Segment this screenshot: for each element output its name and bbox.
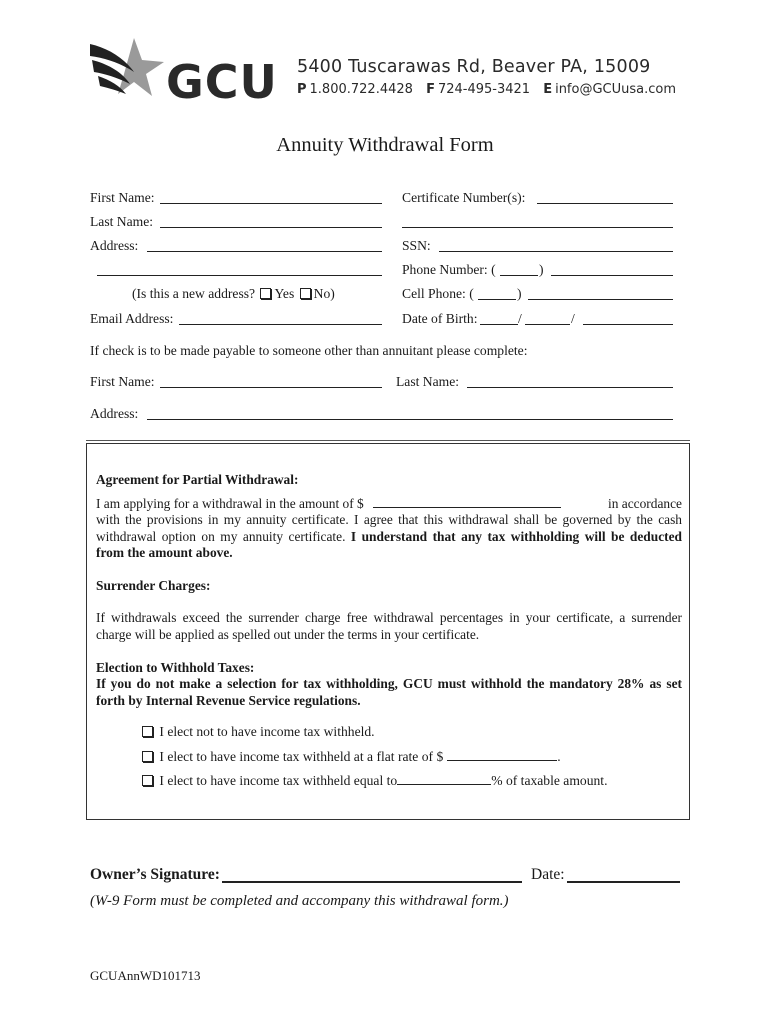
contact-line (297, 82, 676, 97)
phone-area-input[interactable] (500, 275, 538, 276)
surrender-heading: Surrender Charges: (96, 578, 211, 593)
dob-slash-1: / (518, 311, 522, 326)
address-input[interactable] (147, 251, 382, 252)
opt1-checkbox[interactable] (142, 726, 153, 737)
box-top-rule (86, 440, 690, 441)
opt3-end: % of taxable amount. (491, 773, 608, 788)
withdrawal-amount-input[interactable] (373, 497, 561, 508)
withhold-option-2 (140, 749, 561, 765)
dob-label: Date of Birth: (402, 311, 478, 326)
no-label: No) (313, 286, 335, 301)
payee-address-label: Address: (90, 406, 139, 421)
agreement-body-text: with the provisions in my annuity certificate. I agree that this withdrawal shall be governed by the cash withdrawal option on my annuity certificate. (96, 512, 682, 544)
agreement-body (96, 512, 682, 562)
last-name-input[interactable] (160, 227, 382, 228)
dob-slash-2: / (571, 311, 575, 326)
opt2-end: . (557, 749, 561, 764)
opt1-label: I elect not to have income tax withheld. (159, 724, 375, 739)
certificate-label: Certificate Number(s): (402, 190, 526, 205)
surrender-body: If withdrawals exceed the surrender charge free withdrawal percentages in your certificate, a surrender charge will be applied as spelled out under the terms in your certificate. (96, 610, 682, 642)
last-name-label: Last Name: (90, 214, 154, 229)
opt3-checkbox[interactable] (142, 775, 153, 786)
w9-note: (W-9 Form must be completed and accompany this withdrawal form.) (90, 893, 509, 909)
withhold-option-1 (140, 724, 375, 740)
payee-last-name-input[interactable] (467, 387, 673, 388)
opt2-checkbox[interactable] (142, 751, 153, 762)
owner-signature-label: Owner’s Signature: (90, 866, 220, 883)
agreement-line1 (96, 496, 682, 513)
phone-value: 1.800.722.4428 (309, 82, 413, 97)
address-label: Address: (90, 238, 139, 253)
percent-input[interactable] (397, 774, 491, 785)
agreement-bold-text: I understand that any tax withholding will be deducted from the amount above. (96, 528, 682, 560)
phone-close-paren: ) (539, 262, 544, 277)
new-address-question (132, 286, 335, 302)
page-title: Annuity Withdrawal Form (276, 134, 494, 156)
opt3-label: I elect to have income tax withheld equal to (159, 773, 398, 788)
email-label: Email Address: (90, 311, 174, 326)
payee-last-name-label: Last Name: (396, 374, 460, 389)
new-address-question-text: (Is this a new address? (132, 286, 256, 301)
dob-month-input[interactable] (480, 324, 518, 325)
agreement-in-accordance: in accordance (608, 496, 682, 511)
phone-label: P (297, 82, 307, 97)
agreement-amount-text: I am applying for a withdrawal in the amount of $ (96, 496, 364, 511)
cell-label: Cell Phone: ( (402, 286, 474, 301)
certificate-input-2[interactable] (402, 227, 673, 228)
no-checkbox[interactable] (300, 288, 311, 299)
email-label: E (543, 82, 553, 97)
date-label: Date: (531, 866, 565, 883)
address-line2-input[interactable] (97, 275, 382, 276)
payee-first-name-label: First Name: (90, 374, 155, 389)
cell-close-paren: ) (517, 286, 522, 301)
yes-checkbox[interactable] (260, 288, 271, 299)
company-address: 5400 Tuscarawas Rd, Beaver PA, 15009 (297, 57, 651, 77)
payee-instruction: If check is to be made payable to someone other than annuitant please complete: (90, 343, 528, 358)
phone-label-field: Phone Number: ( (402, 262, 496, 277)
first-name-label: First Name: (90, 190, 155, 205)
flat-rate-input[interactable] (447, 750, 557, 761)
payee-address-input[interactable] (147, 419, 673, 420)
withhold-heading: Election to Withhold Taxes: (96, 660, 255, 675)
agreement-heading: Agreement for Partial Withdrawal: (96, 472, 299, 487)
dob-day-input[interactable] (525, 324, 570, 325)
ssn-input[interactable] (439, 251, 673, 252)
payee-first-name-input[interactable] (160, 387, 382, 388)
cell-area-input[interactable] (478, 299, 516, 300)
star-wings-icon (90, 38, 164, 96)
cell-number-input[interactable] (528, 299, 673, 300)
dob-year-input[interactable] (583, 324, 673, 325)
withhold-body: If you do not make a selection for tax withholding, GCU must withhold the mandatory 28% as set forth by Internal Revenue Service regulations. (96, 676, 682, 708)
ssn-label: SSN: (402, 238, 431, 253)
email-value: info@GCUusa.com (555, 82, 677, 97)
fax-value: 724-495-3421 (437, 82, 531, 97)
opt2-label: I elect to have income tax withheld at a flat rate of $ (159, 749, 444, 764)
gcu-logo (88, 36, 288, 102)
first-name-input[interactable] (160, 203, 382, 204)
phone-number-input[interactable] (551, 275, 673, 276)
withhold-option-3 (140, 773, 607, 789)
form-code: GCUAnnWD101713 (90, 968, 201, 983)
yes-label: Yes (274, 286, 295, 301)
signature-date-input[interactable] (567, 881, 680, 883)
email-input[interactable] (179, 324, 382, 325)
logo-text: GCU (166, 55, 278, 102)
certificate-input[interactable] (537, 203, 673, 204)
fax-label: F (426, 82, 435, 97)
owner-signature-input[interactable] (222, 881, 522, 883)
